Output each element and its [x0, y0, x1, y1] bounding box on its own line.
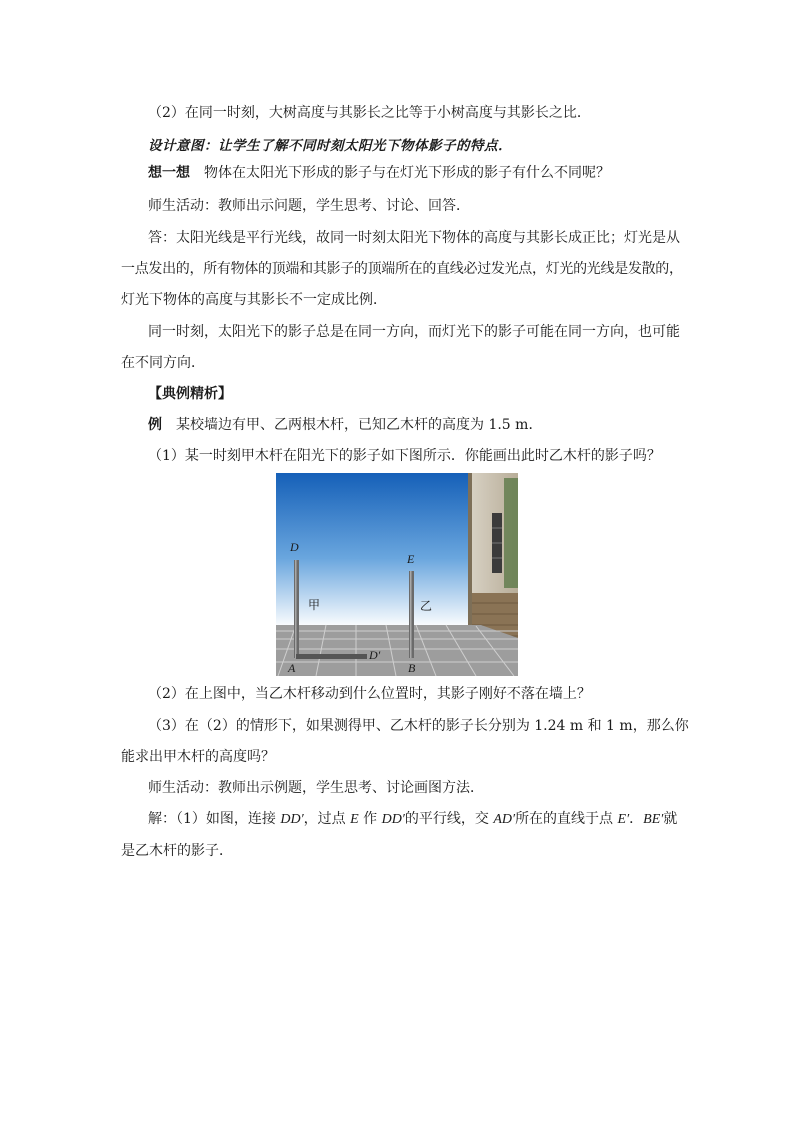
solution-point-e-prime: E′: [617, 812, 630, 827]
teacher-activity-2: 师生活动：教师出示例题，学生思考、讨论画图方法．: [148, 780, 484, 796]
label-B: B: [408, 661, 416, 675]
solution-line-1: [148, 810, 678, 829]
same-time-line-2: 在不同方向．: [121, 355, 205, 371]
solution-mid-4: 所在的直线于点: [515, 811, 618, 827]
solution-line-2: 是乙木杆的影子．: [121, 843, 233, 859]
question-1: （1）某一时刻甲木杆在阳光下的影子如下图所示．你能画出此时乙木杆的影子吗？: [148, 448, 661, 464]
solution-dd: DD′: [280, 812, 304, 827]
paragraph-point-2: （2）在同一时刻，大树高度与其影长之比等于小树高度与其影长之比．: [148, 105, 591, 121]
same-time-line-1: 同一时刻，太阳光下的影子总是在同一方向，而灯光下的影子可能在同一方向，也可能: [148, 324, 680, 340]
answer-line-3: 灯光下物体的高度与其影长不一定成比例．: [121, 292, 387, 308]
think-text: 物体在太阳光下形成的影子与在灯光下形成的影子有什么不同呢？: [204, 165, 610, 181]
solution-dd-2: DD′: [381, 812, 405, 827]
shadow-figure: [276, 473, 518, 676]
label-yi: 乙: [420, 599, 433, 613]
solution-mid-3: 的平行线，交: [404, 811, 494, 827]
solution-mid-5: ．: [629, 811, 644, 827]
solution-be: BE′: [643, 812, 664, 827]
design-intent: 设计意图：让学生了解不同时刻太阳光下物体影子的特点．: [148, 138, 512, 154]
figure-svg: [276, 473, 518, 676]
solution-mid-1: ，过点: [303, 811, 351, 827]
solution-ad: AD′: [493, 812, 516, 827]
question-3-line-1: （3）在（2）的情形下，如果测得甲、乙木杆的影子长分别为 1.24 m 和 1 m，那么你: [148, 718, 689, 734]
label-D: D: [290, 540, 299, 554]
ground-tiles: [276, 625, 518, 676]
label-D-prime: D′: [369, 648, 381, 662]
example-label: 例: [148, 417, 162, 433]
question-3-line-2: 能求出甲木杆的高度吗？: [121, 749, 275, 765]
think-question: [148, 164, 678, 182]
solution-prefix: 解：（1）如图，连接: [148, 811, 281, 827]
solution-point-e: E: [350, 812, 359, 827]
shadow-jia: [296, 654, 367, 659]
label-E: E: [407, 552, 415, 566]
building-wall: [468, 473, 518, 648]
example-statement: [148, 416, 678, 434]
label-A: A: [288, 661, 296, 675]
solution-mid-6: 就: [663, 811, 678, 827]
label-jia: 甲: [308, 598, 321, 612]
question-2: （2）在上图中，当乙木杆移动到什么位置时，其影子刚好不落在墙上？: [148, 686, 591, 702]
teacher-activity-1: 师生活动：教师出示问题，学生思考、讨论、回答．: [148, 198, 470, 214]
solution-mid-2: 作: [358, 811, 382, 827]
answer-line-1: 答：太阳光线是平行光线，故同一时刻太阳光下物体的高度与其影长成正比；灯光是从: [148, 230, 680, 246]
example-text: 某校墙边有甲、乙两根木杆，已知乙木杆的高度为 1.5 m．: [176, 417, 543, 433]
answer-line-2: 一点发出的，所有物体的顶端和其影子的顶端所在的直线必过发光点，灯光的光线是发散的，: [121, 261, 683, 277]
section-title: 【典例精析】: [148, 386, 232, 402]
think-label: 想一想: [148, 165, 190, 181]
